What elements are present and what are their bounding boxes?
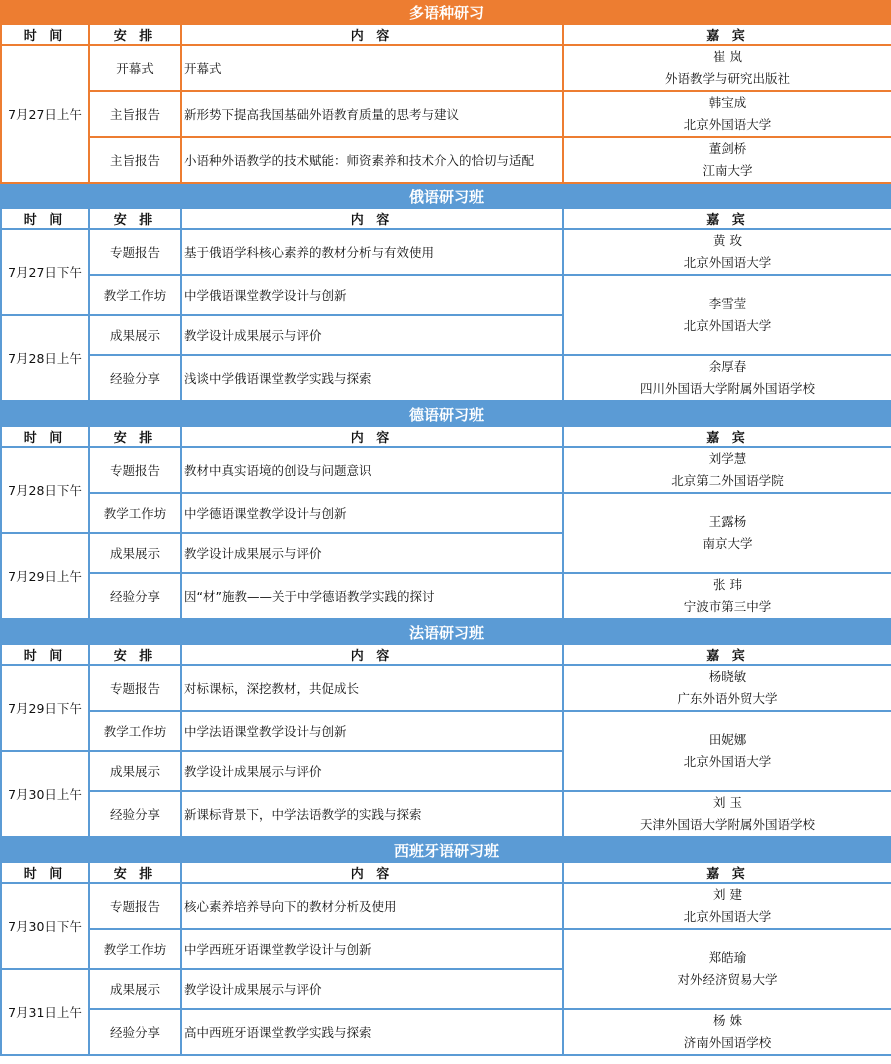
table-row [1, 229, 891, 275]
time-cell: 7月30日上午 [1, 751, 89, 837]
table-row [1, 711, 891, 751]
time-cell: 7月27日下午 [1, 229, 89, 315]
column-header-content: 内 容 [181, 644, 563, 665]
guest-organization: 天津外国语大学附属外国语学校 [640, 817, 816, 832]
section-title: 德语研习班 [1, 403, 891, 426]
arrangement-cell: 经验分享 [89, 791, 181, 837]
guest-name: 杨 姝 [713, 1013, 742, 1028]
guest-cell [563, 665, 891, 711]
table-row [1, 883, 891, 929]
column-header-guest: 嘉 宾 [563, 862, 891, 883]
guest-cell [563, 45, 891, 91]
guest-name: 李雪莹 [708, 296, 747, 311]
table-row [1, 137, 891, 183]
guest-cell [563, 1009, 891, 1055]
guest-cell [563, 883, 891, 929]
arrangement-cell: 经验分享 [89, 1009, 181, 1055]
guest-cell [563, 573, 891, 619]
table-row [1, 355, 891, 401]
guest-cell [563, 91, 891, 137]
column-header-row [1, 862, 891, 883]
guest-name: 董剑桥 [708, 141, 747, 156]
column-header-row [1, 24, 891, 45]
column-header-row [1, 208, 891, 229]
column-header-time: 时 间 [1, 644, 89, 665]
column-header-arrangement: 安 排 [89, 862, 181, 883]
content-cell: 中学俄语课堂教学设计与创新 [181, 275, 563, 315]
arrangement-cell: 开幕式 [89, 45, 181, 91]
table-row [1, 791, 891, 837]
guest-organization: 北京第二外国语学院 [671, 473, 784, 488]
guest-organization: 对外经济贸易大学 [677, 972, 778, 987]
guest-organization: 北京外国语大学 [683, 909, 772, 924]
column-header-content: 内 容 [181, 426, 563, 447]
section-title: 法语研习班 [1, 621, 891, 644]
content-cell: 核心素养培养导向下的教材分析及使用 [181, 883, 563, 929]
arrangement-cell: 成果展示 [89, 315, 181, 355]
guest-organization: 四川外国语大学附属外国语学校 [640, 381, 816, 396]
column-header-guest: 嘉 宾 [563, 24, 891, 45]
arrangement-cell: 成果展示 [89, 533, 181, 573]
guest-cell [563, 229, 891, 275]
arrangement-cell: 专题报告 [89, 447, 181, 493]
arrangement-cell: 教学工作坊 [89, 493, 181, 533]
guest-name: 杨晓敏 [708, 669, 747, 684]
guest-name: 韩宝成 [708, 95, 747, 110]
table-row [1, 573, 891, 619]
arrangement-cell: 教学工作坊 [89, 711, 181, 751]
arrangement-cell: 专题报告 [89, 883, 181, 929]
guest-organization: 北京外国语大学 [683, 318, 772, 333]
table-row [1, 929, 891, 969]
guest-cell [563, 711, 891, 791]
content-cell: 浅谈中学俄语课堂教学实践与探索 [181, 355, 563, 401]
guest-name: 崔 岚 [713, 49, 742, 64]
time-cell: 7月30日下午 [1, 883, 89, 969]
column-header-time: 时 间 [1, 862, 89, 883]
arrangement-cell: 教学工作坊 [89, 929, 181, 969]
content-cell: 教材中真实语境的创设与问题意识 [181, 447, 563, 493]
table-row [1, 1009, 891, 1055]
section-title: 俄语研习班 [1, 185, 891, 208]
column-header-time: 时 间 [1, 208, 89, 229]
guest-cell [563, 275, 891, 355]
guest-cell [563, 355, 891, 401]
table-row [1, 447, 891, 493]
arrangement-cell: 主旨报告 [89, 137, 181, 183]
content-cell: 新课标背景下，中学法语教学的实践与探索 [181, 791, 563, 837]
table-row [1, 91, 891, 137]
guest-name: 田妮娜 [708, 732, 747, 747]
content-cell: 中学德语课堂教学设计与创新 [181, 493, 563, 533]
arrangement-cell: 专题报告 [89, 665, 181, 711]
guest-organization: 北京外国语大学 [683, 255, 772, 270]
column-header-arrangement: 安 排 [89, 208, 181, 229]
content-cell: 教学设计成果展示与评价 [181, 751, 563, 791]
content-cell: 因“材”施教——关于中学德语教学实践的探讨 [181, 573, 563, 619]
arrangement-cell: 成果展示 [89, 969, 181, 1009]
guest-cell [563, 929, 891, 1009]
arrangement-cell: 专题报告 [89, 229, 181, 275]
time-cell: 7月28日下午 [1, 447, 89, 533]
section-table [0, 184, 891, 402]
arrangement-cell: 经验分享 [89, 573, 181, 619]
content-cell: 开幕式 [181, 45, 563, 91]
guest-organization: 北京外国语大学 [683, 117, 772, 132]
table-row [1, 665, 891, 711]
guest-name: 郑皓瑜 [708, 950, 747, 965]
guest-cell [563, 791, 891, 837]
guest-cell [563, 137, 891, 183]
section-table [0, 838, 891, 1056]
time-cell: 7月28日上午 [1, 315, 89, 401]
guest-name: 刘 建 [713, 887, 742, 902]
column-header-guest: 嘉 宾 [563, 426, 891, 447]
guest-cell [563, 447, 891, 493]
guest-organization: 济南外国语学校 [683, 1035, 772, 1050]
section-table [0, 0, 891, 184]
guest-organization: 江南大学 [702, 163, 753, 178]
arrangement-cell: 成果展示 [89, 751, 181, 791]
column-header-content: 内 容 [181, 24, 563, 45]
content-cell: 中学法语课堂教学设计与创新 [181, 711, 563, 751]
arrangement-cell: 主旨报告 [89, 91, 181, 137]
section-title: 西班牙语研习班 [1, 839, 891, 862]
section-title: 多语种研习 [1, 1, 891, 24]
guest-organization: 外语教学与研究出版社 [665, 71, 791, 86]
guest-name: 王露杨 [708, 514, 747, 529]
guest-name: 黄 玫 [713, 233, 742, 248]
section-table [0, 620, 891, 838]
content-cell: 基于俄语学科核心素养的教材分析与有效使用 [181, 229, 563, 275]
column-header-time: 时 间 [1, 426, 89, 447]
column-header-time: 时 间 [1, 24, 89, 45]
column-header-guest: 嘉 宾 [563, 208, 891, 229]
time-cell: 7月31日上午 [1, 969, 89, 1055]
section-table [0, 402, 891, 620]
time-cell: 7月29日下午 [1, 665, 89, 751]
content-cell: 教学设计成果展示与评价 [181, 969, 563, 1009]
column-header-content: 内 容 [181, 862, 563, 883]
column-header-content: 内 容 [181, 208, 563, 229]
arrangement-cell: 教学工作坊 [89, 275, 181, 315]
column-header-guest: 嘉 宾 [563, 644, 891, 665]
guest-name: 刘学慧 [708, 451, 747, 466]
guest-organization: 北京外国语大学 [683, 754, 772, 769]
guest-organization: 广东外语外贸大学 [677, 691, 778, 706]
column-header-arrangement: 安 排 [89, 426, 181, 447]
time-cell: 7月27日上午 [1, 45, 89, 183]
guest-organization: 南京大学 [702, 536, 753, 551]
guest-name: 刘 玉 [713, 795, 742, 810]
guest-cell [563, 493, 891, 573]
time-cell: 7月29日上午 [1, 533, 89, 619]
column-header-row [1, 644, 891, 665]
guest-organization: 宁波市第三中学 [683, 599, 772, 614]
arrangement-cell: 经验分享 [89, 355, 181, 401]
guest-name: 张 玮 [713, 577, 742, 592]
guest-name: 余厚春 [708, 359, 747, 374]
content-cell: 新形势下提高我国基础外语教育质量的思考与建议 [181, 91, 563, 137]
column-header-arrangement: 安 排 [89, 24, 181, 45]
column-header-arrangement: 安 排 [89, 644, 181, 665]
content-cell: 中学西班牙语课堂教学设计与创新 [181, 929, 563, 969]
table-row [1, 275, 891, 315]
content-cell: 高中西班牙语课堂教学实践与探索 [181, 1009, 563, 1055]
content-cell: 小语种外语教学的技术赋能：师资素养和技术介入的恰切与适配 [181, 137, 563, 183]
content-cell: 教学设计成果展示与评价 [181, 315, 563, 355]
column-header-row [1, 426, 891, 447]
content-cell: 教学设计成果展示与评价 [181, 533, 563, 573]
table-row [1, 493, 891, 533]
content-cell: 对标课标，深挖教材，共促成长 [181, 665, 563, 711]
table-row [1, 45, 891, 91]
